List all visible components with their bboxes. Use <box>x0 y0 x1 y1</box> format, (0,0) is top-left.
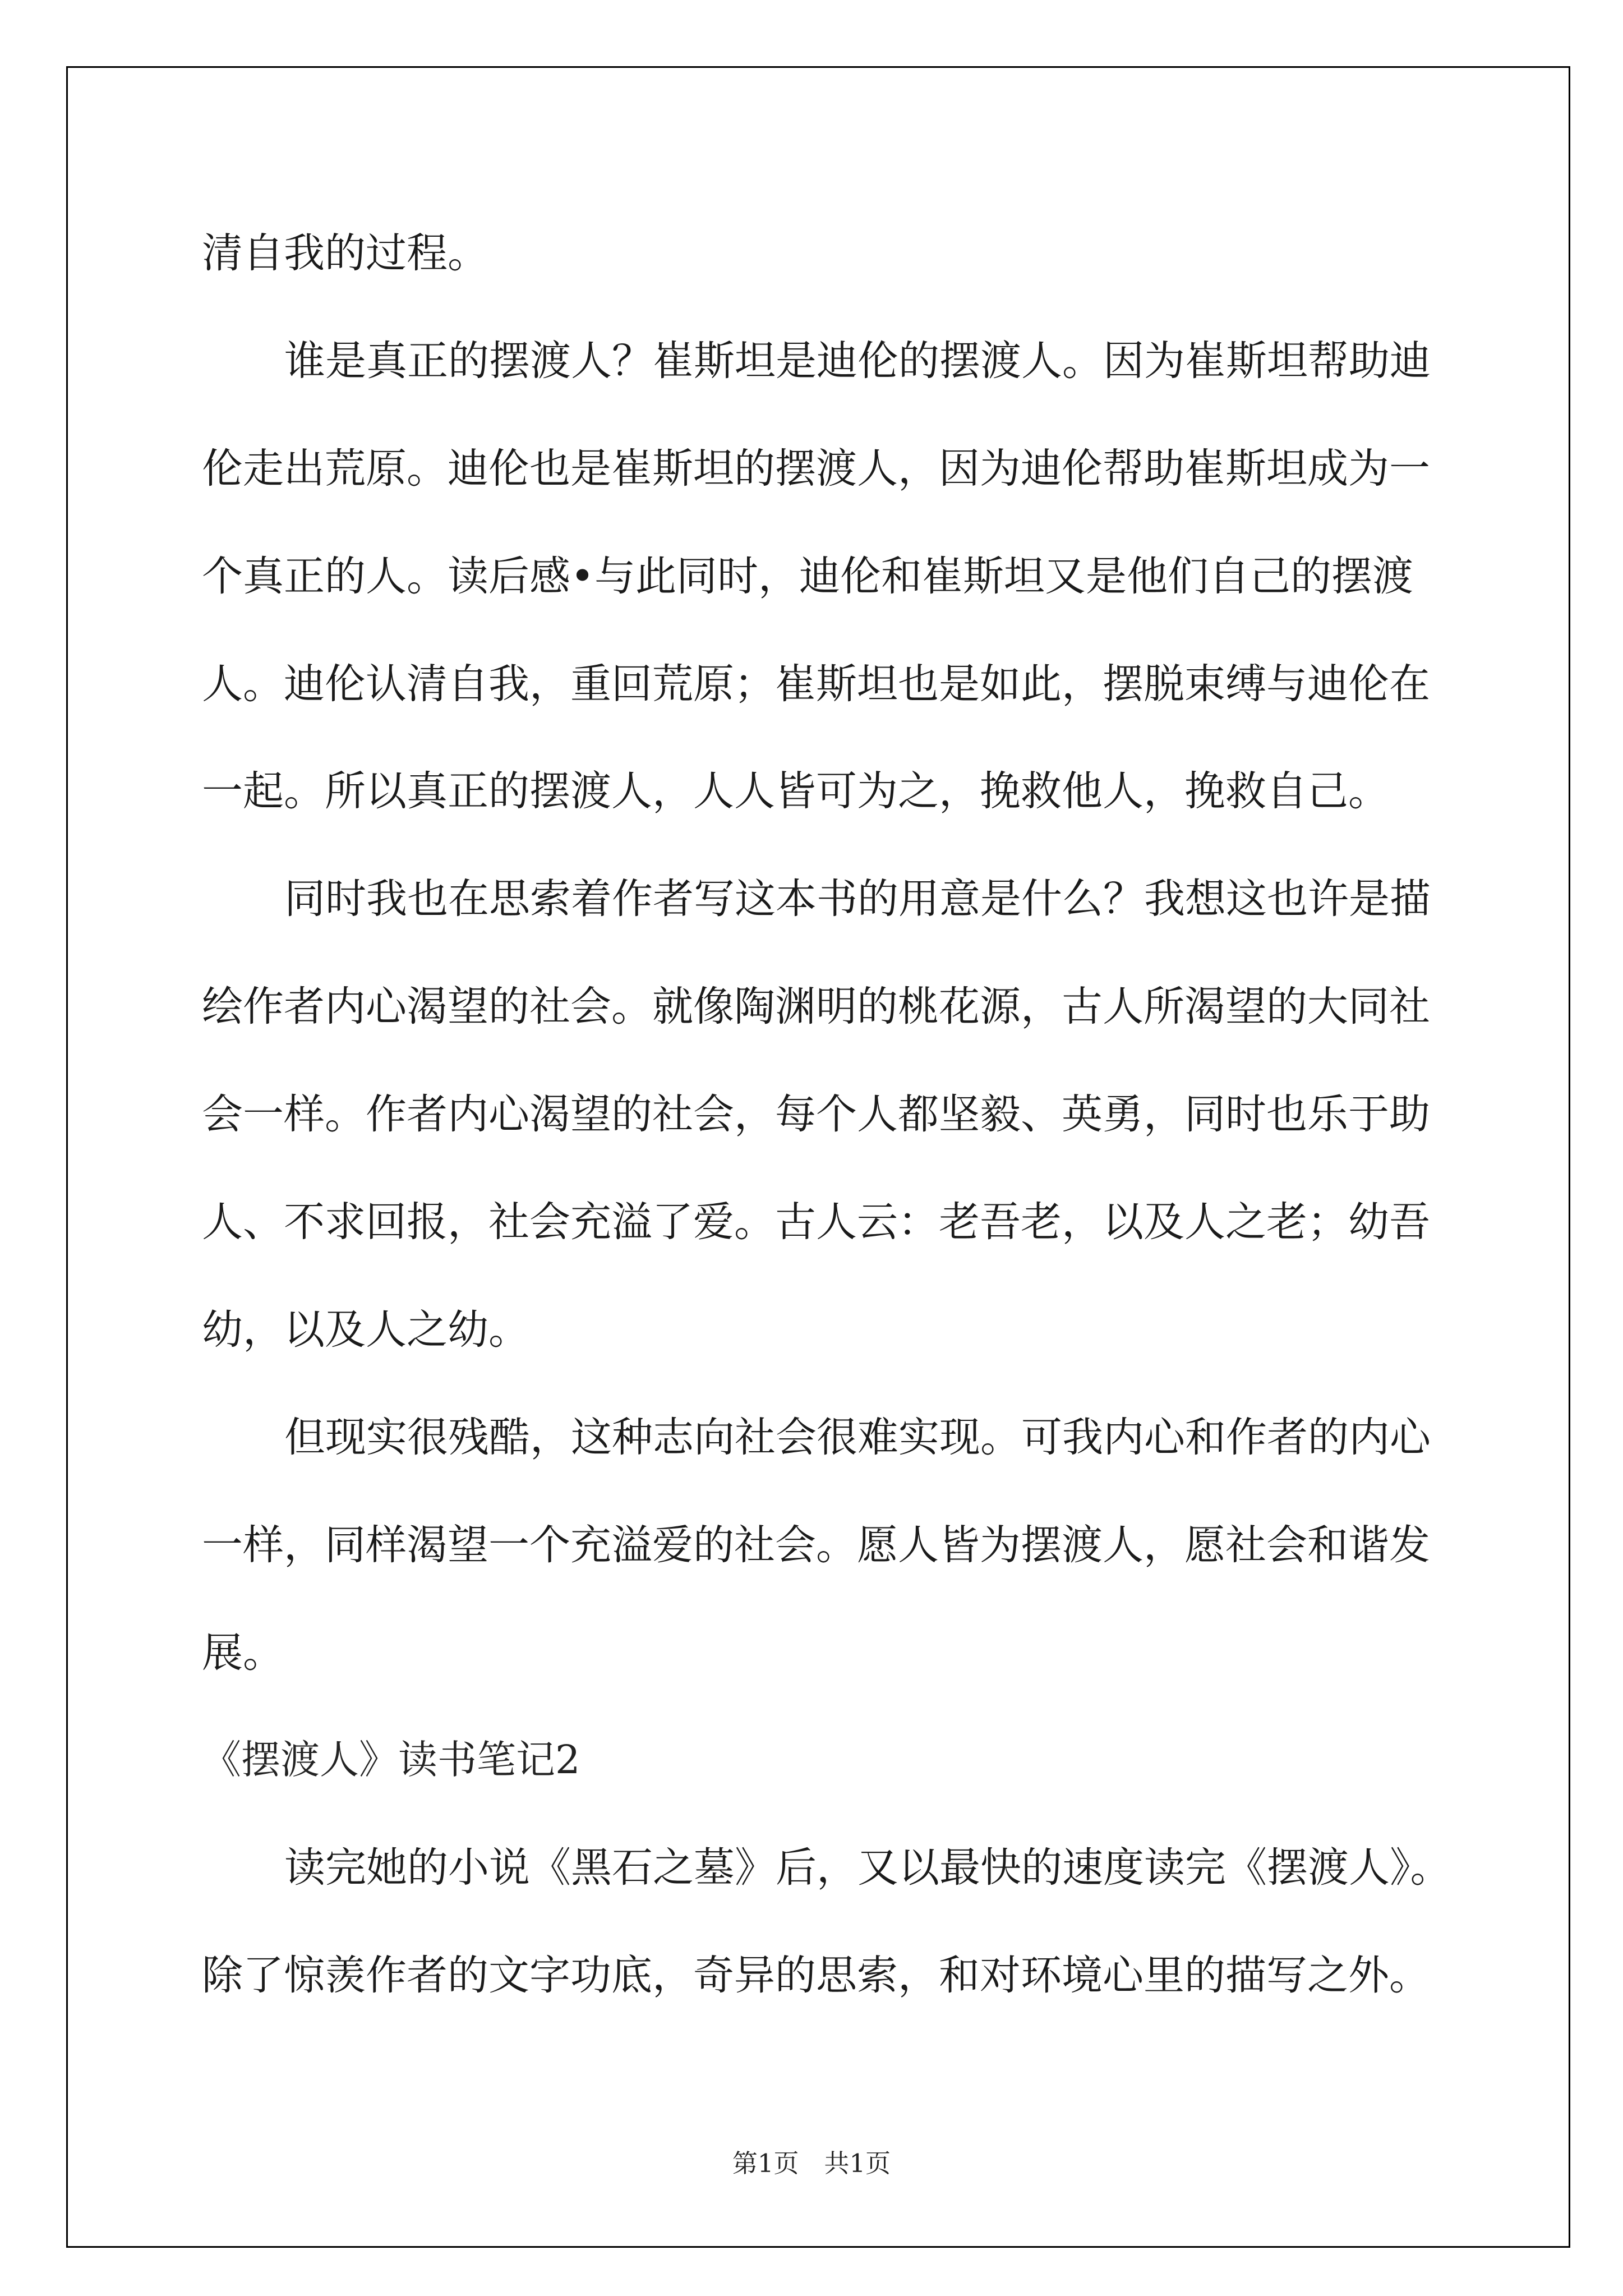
document-body <box>202 200 1548 2030</box>
paragraph-line: 读完她的小说《黑石之墓》后，又以最快的速度读完《摆渡人》。 <box>284 1844 1451 1892</box>
paragraph-line: 谁是真正的摆渡人？崔斯坦是迪伦的摆渡人。因为崔斯坦帮助迪 <box>284 337 1431 385</box>
paragraph-line: 绘作者内心渴望的社会。就像陶渊明的桃花源，古人所渴望的大同社 <box>202 983 1430 1031</box>
paragraph-line: 人、不求回报，社会充溢了爱。古人云：老吾老，以及人之老；幼吾 <box>202 1198 1430 1246</box>
continued-paragraph <box>202 200 1548 307</box>
paragraph-line: 同时我也在思索着作者写这本书的用意是什么？我想这也许是描 <box>284 875 1431 923</box>
page-number-label: 第1页 共1页 <box>732 2148 891 2178</box>
paragraph-line: 人。迪伦认清自我，重回荒原；崔斯坦也是如此，摆脱束缚与迪伦在 <box>202 660 1430 708</box>
paragraph-reality <box>202 1384 1548 1707</box>
paragraph-reading-notes-2 <box>202 1814 1548 2030</box>
paragraph-line: 一样，同样渴望一个充溢爱的社会。愿人皆为摆渡人，愿社会和谐发 <box>202 1521 1430 1569</box>
paragraph-line: 伦走出荒原。迪伦也是崔斯坦的摆渡人，因为迪伦帮助崔斯坦成为一 <box>202 444 1430 493</box>
paragraph-line: 一起。所以真正的摆渡人，人人皆可为之，挽救他人，挽救自己。 <box>202 767 1389 816</box>
paragraph-line: 清自我的过程。 <box>202 229 488 277</box>
paragraph-line: 除了惊羡作者的文字功底，奇异的思索，和对环境心里的描写之外。 <box>202 1952 1430 2000</box>
paragraph-line: 但现实很残酷，这种志向社会很难实现。可我内心和作者的内心 <box>284 1413 1431 1461</box>
paragraph-author-intent <box>202 845 1548 1383</box>
paragraph-who-is-ferryman <box>202 307 1548 845</box>
paragraph-line: 个真正的人。读后感•与此同时，迪伦和崔斯坦又是他们自己的摆渡 <box>202 552 1414 600</box>
paragraph-line: 会一样。作者内心渴望的社会，每个人都坚毅、英勇，同时也乐于助 <box>202 1091 1430 1139</box>
paragraph-line: 展。 <box>202 1628 284 1677</box>
page-footer <box>0 2147 1623 2180</box>
paragraph-line: 幼，以及人之幼。 <box>202 1305 529 1354</box>
section-heading: 《摆渡人》读书笔记2 <box>202 1737 580 1783</box>
